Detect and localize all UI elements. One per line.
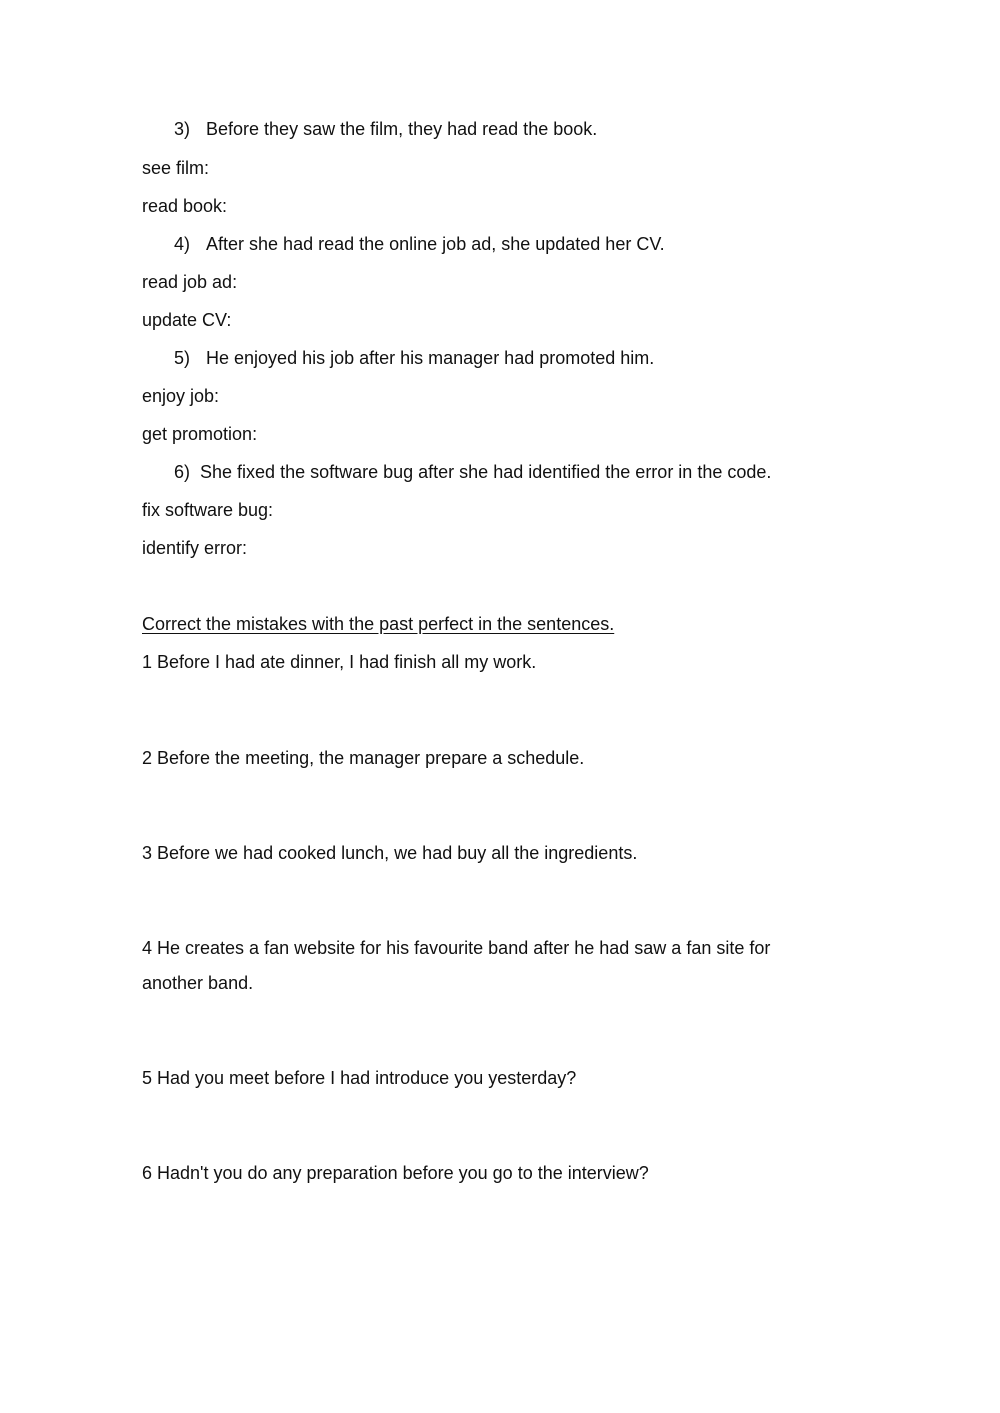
item-3-sentence-line	[174, 117, 597, 141]
item-3-prompt-2: read book:	[142, 196, 228, 216]
correction-sentence-4-line-1: 4 He creates a fan website for his favourite band after he had saw a fan site for	[142, 938, 771, 958]
item-3-sentence: Before they saw the film, they had read the book.	[206, 119, 598, 139]
item-4-sentence-line	[174, 232, 665, 256]
item-5-prompt-1: enjoy job:	[142, 386, 220, 406]
item-4-sentence: After she had read the online job ad, she updated her CV.	[206, 234, 665, 254]
correction-sentence-5: 5 Had you meet before I had introduce you yesterday?	[142, 1068, 577, 1088]
item-6-sentence: She fixed the software bug after she had identified the error in the code.	[200, 462, 772, 482]
item-4-number: 4)	[174, 234, 191, 254]
correction-sentence-6: 6 Hadn't you do any preparation before you go to the interview?	[142, 1163, 649, 1183]
item-6-sentence-line	[174, 460, 771, 484]
item-4-prompt-1: read job ad:	[142, 272, 238, 292]
item-3-number: 3)	[174, 119, 191, 139]
item-5-prompt-2: get promotion:	[142, 424, 258, 444]
correction-sentence-4-line-2: another band.	[142, 973, 254, 993]
item-6-number: 6)	[174, 462, 191, 482]
item-4-prompt-2: update CV:	[142, 310, 232, 330]
item-6-prompt-1: fix software bug:	[142, 500, 274, 520]
correction-sentence-1: 1 Before I had ate dinner, I had finish all my work.	[142, 652, 537, 672]
correction-sentence-2: 2 Before the meeting, the manager prepare a schedule.	[142, 748, 585, 768]
correction-sentence-3: 3 Before we had cooked lunch, we had buy all the ingredients.	[142, 843, 638, 863]
item-3-prompt-1: see film:	[142, 158, 210, 178]
item-5-sentence-line	[174, 346, 654, 370]
item-5-sentence: He enjoyed his job after his manager had promoted him.	[206, 348, 655, 368]
item-5-number: 5)	[174, 348, 191, 368]
correction-instruction: Correct the mistakes with the past perfect in the sentences.	[142, 614, 615, 634]
item-6-prompt-2: identify error:	[142, 538, 248, 558]
